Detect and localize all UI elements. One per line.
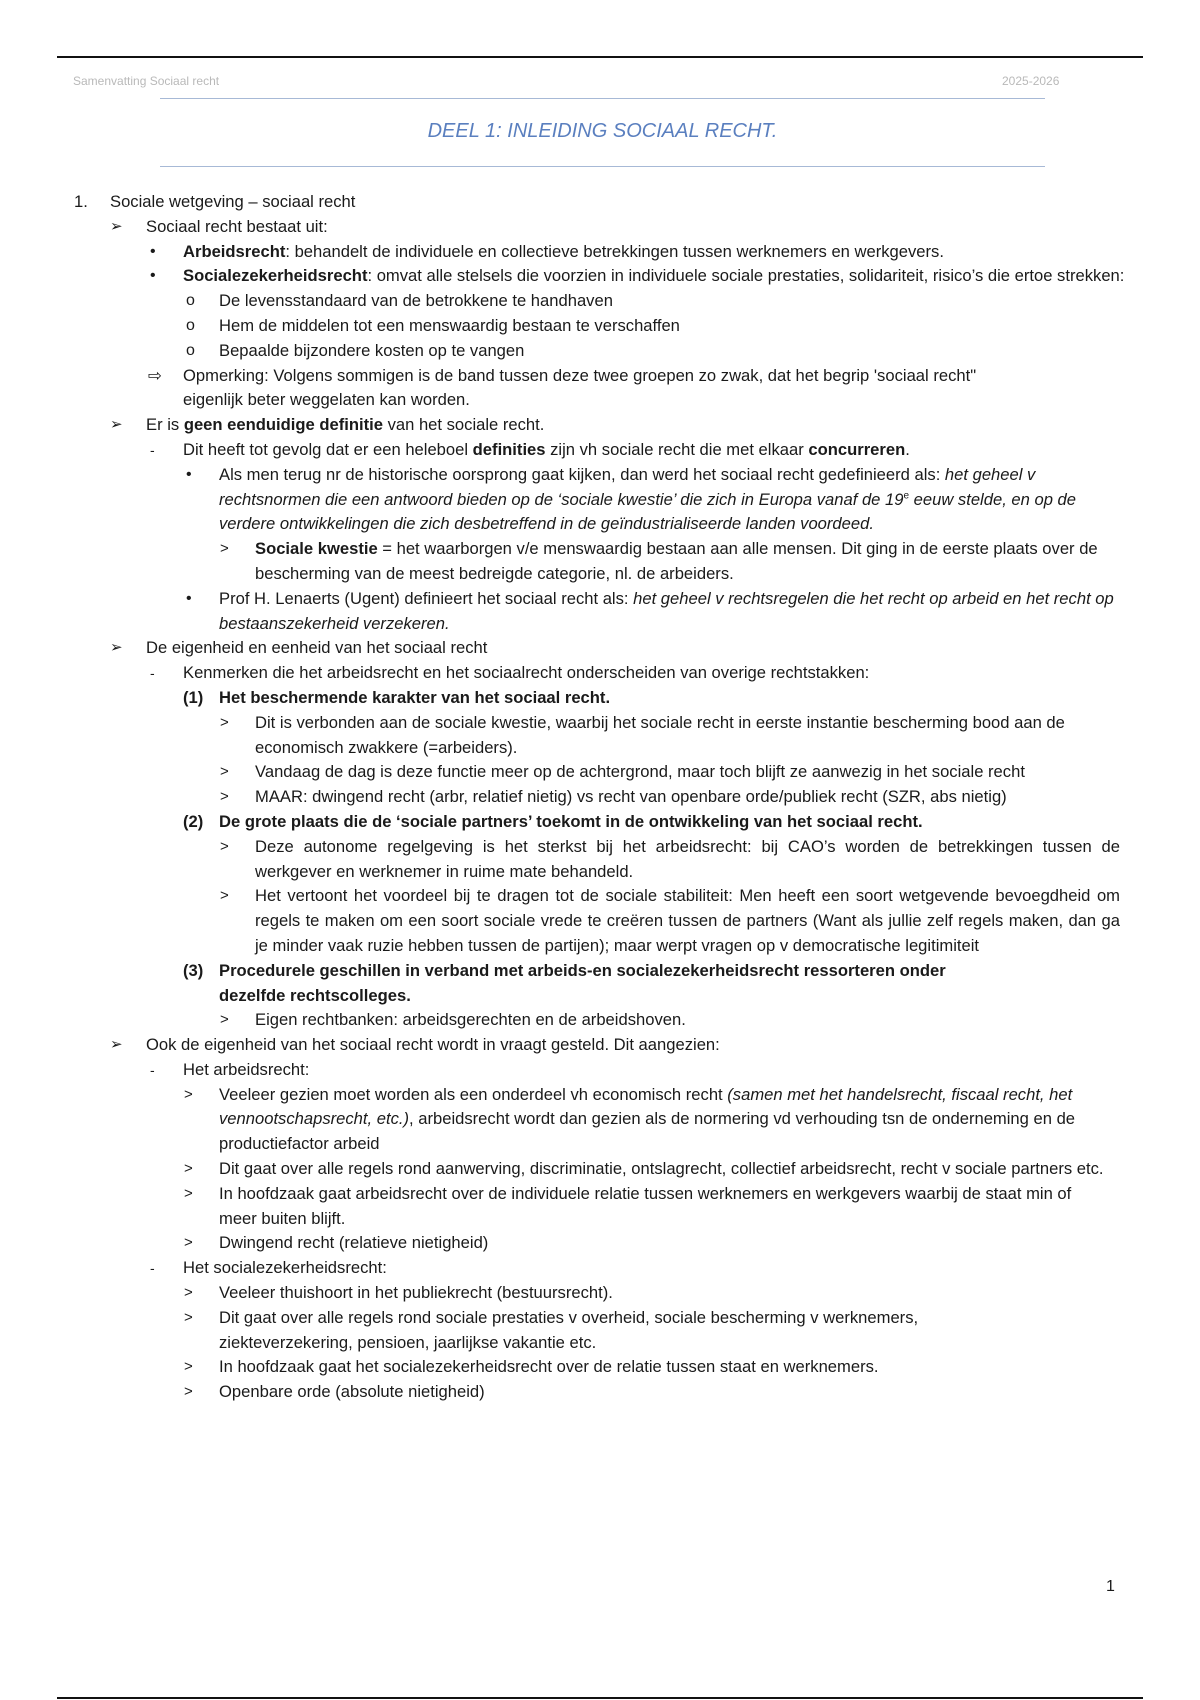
text-fragment: Als men terug nr de historische oorsprong gaat kijken, dan werd het sociaal recht gedefinieerd als: xyxy=(219,464,945,484)
gt-bullet-icon: > xyxy=(220,1011,229,1029)
bullet-icon: • xyxy=(150,242,156,260)
text-fragment: zijn vh sociale recht die met elkaar xyxy=(545,439,809,459)
dash-bullet-icon: - xyxy=(150,1061,155,1078)
list-item xyxy=(0,785,1200,810)
list-item xyxy=(0,1306,1019,1356)
list-item-text: MAAR: dwingend recht (arbr, relatief nietig) vs recht van openbare orde/publiek recht (SZR, abs nietig) xyxy=(255,787,1007,807)
list-item xyxy=(0,215,1200,240)
list-item-text: In hoofdzaak gaat arbeidsrecht over de individuele relatie tussen werknemers en werkgevers waarbij de staat min of meer buiten blijft. xyxy=(219,1183,1072,1228)
arrow-bullet-icon: ➢ xyxy=(110,217,123,235)
section-number: 1. xyxy=(74,192,88,211)
list-item-text: Vandaag de dag is deze functie meer op de achtergrond, maar toch blijft ze aanwezig in het sociale recht xyxy=(255,762,1025,782)
numbered-item-heading: De grote plaats die de ‘sociale partners’ toekomt in de ontwikkeling van het sociaal recht. xyxy=(219,811,923,831)
item-number: (1) xyxy=(183,687,204,707)
bold-fragment: definities xyxy=(472,439,546,459)
list-item xyxy=(0,884,1120,958)
dash-bullet-icon: - xyxy=(150,441,155,458)
gt-bullet-icon: > xyxy=(220,763,229,781)
list-item-text: Het arbeidsrecht: xyxy=(183,1059,310,1079)
bold-fragment: concurreren xyxy=(808,439,906,459)
list-item xyxy=(0,314,1200,339)
arrow-bullet-icon: ➢ xyxy=(110,416,123,434)
gt-bullet-icon: > xyxy=(220,837,229,855)
list-item-text: Het vertoont het voordeel bij te dragen tot de sociale stabiliteit: Men heeft een soort wetgevende bevoegdheid om regels te maken om een soort sociale vrede te creëren tussen de partners (Want als jullie zelf regels maken, dan ga je minder vaak ruzie hebben tussen de partijen); maar werpt vragen op v democratische legitimiteit xyxy=(255,886,1120,955)
item-number: (2) xyxy=(183,811,204,831)
definition-text: : behandelt de individuele en collectieve betrekkingen tussen werknemers en werkgevers. xyxy=(285,241,944,261)
gt-bullet-icon: > xyxy=(220,540,229,558)
list-item-text: Deze autonome regelgeving is het sterkst bij het arbeidsrecht: bij CAO’s worden de betrekkingen tussen de werkgever en werknemer in ruime mate behandeld. xyxy=(255,836,1120,881)
list-item xyxy=(0,1033,1200,1058)
numbered-item-heading: Het beschermende karakter van het sociaal recht. xyxy=(219,687,611,707)
numbered-item-heading: Procedurele geschillen in verband met arbeids-en socialezekerheidsrecht ressorteren onder dezelfde rechtscolleges. xyxy=(219,960,946,1005)
circle-bullet-icon: o xyxy=(186,316,195,334)
list-item xyxy=(0,240,1133,265)
document-body xyxy=(0,190,1200,1405)
arrow-bullet-icon: ➢ xyxy=(110,639,123,657)
list-item xyxy=(0,587,1119,637)
list-item-text: Dit gaat over alle regels rond sociale prestaties v overheid, sociale bescherming v werknemers, ziekteverzekering, pensioen, jaarlijkse vakantie etc. xyxy=(219,1307,919,1352)
gt-bullet-icon: > xyxy=(184,1383,193,1401)
list-item-text: In hoofdzaak gaat het socialezekerheidsrecht over de relatie tussen staat en werknemers. xyxy=(219,1357,879,1377)
numbered-item xyxy=(0,686,1200,711)
page-title: DEEL 1: INLEIDING SOCIAAL RECHT. xyxy=(427,120,778,142)
gt-bullet-icon: > xyxy=(220,788,229,806)
bullet-icon: • xyxy=(186,589,192,607)
bullet-icon: • xyxy=(186,465,192,483)
dash-bullet-icon: - xyxy=(150,1260,155,1277)
list-item-text: Bepaalde bijzondere kosten op te vangen xyxy=(219,340,525,360)
circle-bullet-icon: o xyxy=(186,341,195,359)
list-item xyxy=(0,413,1200,438)
list-item-text: Het socialezekerheidsrecht: xyxy=(183,1258,387,1278)
list-item xyxy=(0,1083,1109,1157)
header-document-title: Samenvatting Sociaal recht xyxy=(73,74,220,88)
list-item xyxy=(0,711,1110,761)
gt-bullet-icon: > xyxy=(184,1085,193,1103)
gt-bullet-icon: > xyxy=(184,1184,193,1202)
list-item-text: Dit gaat over alle regels rond aanwerving, discriminatie, ontslagrecht, collectief arbeidsrecht, recht v sociale partners etc. xyxy=(219,1159,1104,1179)
gt-bullet-icon: > xyxy=(184,1284,193,1302)
section-heading xyxy=(0,190,1200,215)
italic-fragment: het geheel v rechtsnormen die een antwoord bieden op de ‘sociale kwestie’ die zich in Europa vanaf de 19 xyxy=(219,464,1036,509)
page-number: 1 xyxy=(1106,1578,1115,1595)
dash-bullet-icon: - xyxy=(150,665,155,682)
title-rule-top xyxy=(160,98,1045,99)
bullet-icon: • xyxy=(150,267,156,285)
list-item xyxy=(0,1355,1200,1380)
italic-fragment: het geheel v rechtsregelen die het recht op arbeid en het recht op bestaanszekerheid verzekeren. xyxy=(219,588,1114,633)
list-item xyxy=(0,760,1200,785)
gt-bullet-icon: > xyxy=(184,1234,193,1252)
italic-fragment: eeuw stelde, en op de verdere ontwikkelingen die zich desbetreffend in de geïndustrialiseerde landen voordeed. xyxy=(219,489,1077,534)
item-number: (3) xyxy=(183,960,204,980)
list-item-text: Veeleer thuishoort in het publiekrecht (bestuursrecht). xyxy=(219,1283,613,1303)
text-fragment: Prof H. Lenaerts (Ugent) definieert het sociaal recht als: xyxy=(219,588,634,608)
list-item xyxy=(0,1058,1200,1083)
term-arbeidsrecht: Arbeidsrecht xyxy=(183,241,286,261)
list-item xyxy=(0,339,1200,364)
list-item xyxy=(0,636,1200,661)
numbered-item xyxy=(0,810,1200,835)
list-item xyxy=(0,1157,1109,1182)
title-rule-bottom xyxy=(160,166,1045,167)
numbered-item xyxy=(0,959,999,1009)
italic-fragment: (samen met het handelsrecht, fiscaal recht, het vennootschapsrecht, etc.) xyxy=(219,1084,1073,1129)
list-item-text: Openbare orde (absolute nietigheid) xyxy=(219,1382,485,1402)
definition-text: : omvat alle stelsels die voorzien in individuele sociale prestaties, solidariteit, risico’s die ertoe strekken: xyxy=(367,266,1125,286)
note-item xyxy=(0,364,1023,414)
list-item xyxy=(0,463,1119,537)
term-socialezekerheidsrecht: Socialezekerheidsrecht xyxy=(183,266,368,286)
list-item xyxy=(0,835,1120,885)
text-fragment: , arbeidsrecht wordt dan gezien als de normering vd verhouding tsn de onderneming en de productiefactor arbeid xyxy=(219,1109,1076,1154)
gt-bullet-icon: > xyxy=(184,1358,193,1376)
circle-bullet-icon: o xyxy=(186,292,195,310)
list-item xyxy=(0,1256,1200,1281)
list-item-text: Sociaal recht bestaat uit: xyxy=(146,216,328,236)
page-bottom-rule xyxy=(57,1697,1143,1699)
definition-text: = het waarborgen v/e menswaardig bestaan aan alle mensen. Dit ging in de eerste plaats over de bescherming van de meest bedreigde categorie, nl. de arbeiders. xyxy=(255,539,1098,583)
list-item-text: De eigenheid en eenheid van het sociaal recht xyxy=(146,638,488,658)
section-heading-text: Sociale wetgeving – sociaal recht xyxy=(110,192,356,211)
list-item xyxy=(0,661,1200,686)
list-item xyxy=(0,438,1200,463)
list-item-text: Dwingend recht (relatieve nietigheid) xyxy=(219,1233,489,1253)
text-fragment: Er is xyxy=(146,415,184,435)
superscript: e xyxy=(903,490,910,502)
list-item xyxy=(0,1380,1200,1405)
list-item xyxy=(0,289,1200,314)
conclusion-arrow-icon: ⇨ xyxy=(148,365,162,385)
list-item-text: Kenmerken die het arbeidsrecht en het sociaalrecht onderscheiden van overige rechtstakken: xyxy=(183,663,870,683)
list-item xyxy=(0,1231,1200,1256)
text-fragment: . xyxy=(905,439,910,459)
list-item xyxy=(0,537,1110,587)
list-item-text: Dit is verbonden aan de sociale kwestie, waarbij het sociale recht in eerste instantie bescherming bood aan de economisch zwakkere (=arbeiders). xyxy=(255,712,1065,757)
list-item-text: Hem de middelen tot een menswaardig bestaan te verschaffen xyxy=(219,315,680,335)
gt-bullet-icon: > xyxy=(220,713,229,731)
gt-bullet-icon: > xyxy=(220,887,229,905)
list-item xyxy=(0,1008,1200,1033)
text-fragment: van het sociale recht. xyxy=(382,415,545,435)
list-item-text: De levensstandaard van de betrokkene te handhaven xyxy=(219,291,613,311)
list-item xyxy=(0,1281,1200,1306)
page-top-rule xyxy=(57,56,1143,58)
note-text: Opmerking: Volgens sommigen is de band tussen deze twee groepen zo zwak, dat het begrip 'sociaal recht" eigenlijk beter weggelaten kan worden. xyxy=(183,365,977,410)
list-item-text: Eigen rechtbanken: arbeidsgerechten en de arbeidshoven. xyxy=(255,1010,686,1030)
bold-fragment: geen eenduidige definitie xyxy=(183,415,383,435)
list-item-text: Ook de eigenheid van het sociaal recht wordt in vraagt gesteld. Dit aangezien: xyxy=(146,1035,720,1055)
text-fragment: Veeleer gezien moet worden als een onderdeel vh economisch recht xyxy=(219,1084,728,1104)
header-academic-year: 2025-2026 xyxy=(1002,74,1060,88)
list-item xyxy=(0,264,1133,289)
list-item xyxy=(0,1182,1109,1232)
term-sociale-kwestie: Sociale kwestie xyxy=(255,539,378,559)
text-fragment: Dit heeft tot gevolg dat er een heleboel xyxy=(183,439,473,459)
gt-bullet-icon: > xyxy=(184,1308,193,1326)
arrow-bullet-icon: ➢ xyxy=(110,1036,123,1054)
gt-bullet-icon: > xyxy=(184,1160,193,1178)
